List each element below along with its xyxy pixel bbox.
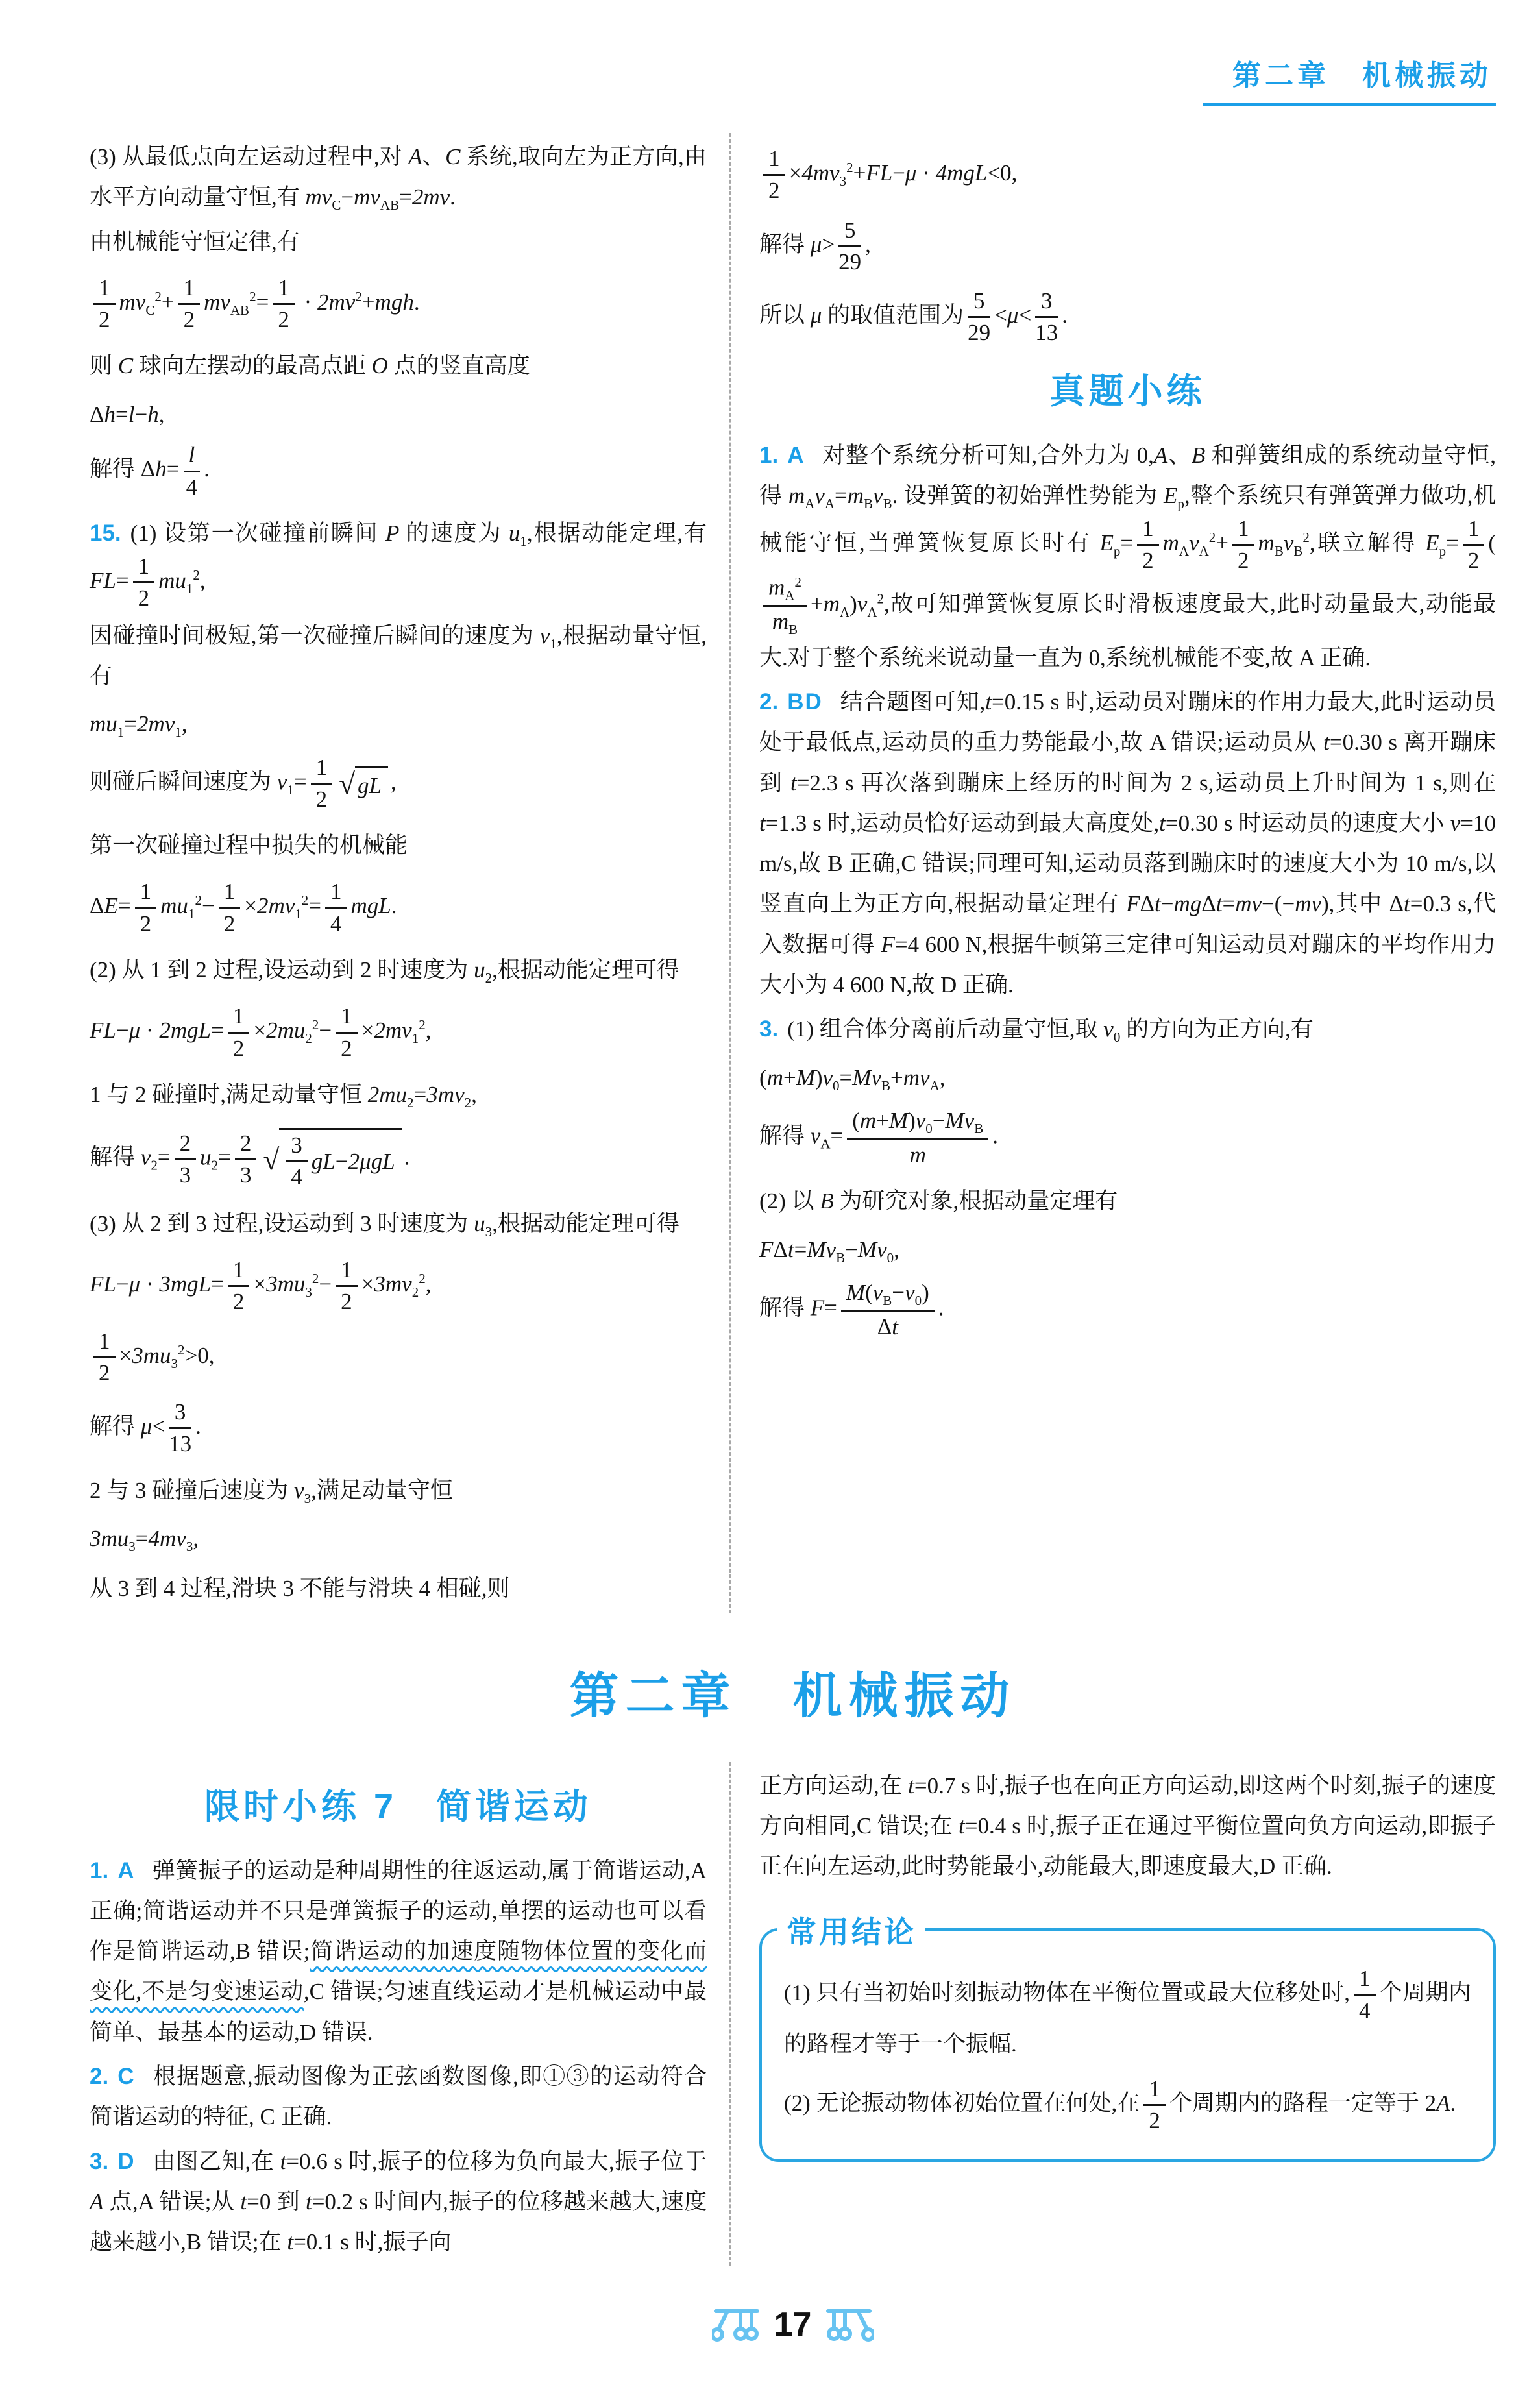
fraction: $\frac{(m+M)v_0-Mv_B}{m}$ (847, 1108, 988, 1168)
fraction: $\frac{1}{2}$ (273, 275, 295, 334)
answers-column-top-left (90, 133, 729, 1613)
paragraph: (2) 以 B 为研究对象,根据动量定理有 (759, 1188, 1118, 1214)
fraction: $\frac{1}{2}$ (219, 879, 241, 937)
question-number: 2. (90, 2063, 109, 2089)
top-section (90, 133, 1496, 1613)
fraction: $\frac{1}{2}$ (1143, 2076, 1166, 2135)
paragraph: 2. BD 结合题图可知,t=0.15 s 时,运动员对蹦床的作用力最大,此时运动员处于最低点,运动员的重力势能最小,故 A 错误;运动员从 t=0.30 s 离开蹦床到 t=2.3 s 再次落到蹦床上经历的时间为 2 s,运动员上升时间为 1 s,则在 t=1.3 s 时,运动员恰好运动到最大高度处,t=0.30 s 时运动员的速度大小 v=10 m/s,故 B 正确,C 错误;同理可知,运动员落到蹦床时的速度大小为 10 m/s,以竖直向上为正方向,根据动量定理有 FΔt−mgΔt=mv−(−mv),其中 Δt=0.3 s,代入数据可得 F=4 600 N,根据牛顿第三定律可知运动员对蹦床的平均作用力大小为 4 600 N,故 D 正确. (759, 689, 1496, 998)
paragraph: 1 与 2 碰撞时,满足动量守恒 $2mu_2=3mv_2$, (90, 1081, 477, 1110)
fraction: $\frac{M(v_B-v_0)}{\Delta t}$ (841, 1280, 935, 1340)
answer-letter: A (787, 442, 805, 468)
question-number: 3. (90, 2148, 109, 2174)
question-number: 2. (759, 689, 779, 715)
section-heading: 限时小练 7 简谐运动 (204, 1787, 593, 1826)
paragraph: 2 与 3 碰撞后速度为 $v_3$,满足动量守恒 (90, 1477, 453, 1506)
paragraph: 15. (1) 设第一次碰撞前瞬间 P 的速度为 $u_1$,根据动能定理,有 FL= $\frac{1}{2}$ $mu_1^2$, (90, 520, 707, 611)
fraction: $\frac{1}{2}$ (135, 879, 157, 937)
paragraph: 1. A 弹簧振子的运动是种周期性的往返运动,属于简谐运动,A 正确;简谐运动并不只是弹簧振子的运动,单摆的运动也可以看作是简谐运动,B 错误;简谐运动的加速度随物体位置的变化而变化,不是匀变速运动,C 错误;匀速直线运动才是机械运动中最简单、最基本的运动,D 错误. (90, 1857, 707, 2045)
fraction: $\frac{1}{2}$ (93, 1328, 116, 1387)
page-footer (90, 2266, 1496, 2387)
formula-line: $3mu_3=4mv_3$, (90, 1525, 199, 1554)
fraction: $\frac{1}{2}$ (336, 1003, 358, 1062)
paragraph: 2. C 根据题意,振动图像为正弦函数图像,即①③的运动符合简谐运动的特征, C 正确. (90, 2063, 707, 2130)
newton-cradle-right-icon (824, 2306, 874, 2344)
fraction: $\frac{1}{4}$ (325, 879, 347, 937)
bottom-section (90, 1762, 1496, 2267)
formula-line: 解得 $v_A=$ $\frac{(m+M)v_0-Mv_B}{m}$ . (759, 1107, 998, 1168)
formula-line: 所以 μ 的取值范围为 $\frac{5}{29}$ <μ< $\frac{3}{13}$ . (759, 288, 1068, 346)
paragraph: 由机械能守恒定律,有 (90, 228, 300, 254)
paragraph: 因碰撞时间极短,第一次碰撞后瞬间的速度为 $v_1$,根据动量守恒,有 (90, 622, 707, 689)
formula-line: 则碰后瞬间速度为 $v_1=$ $\frac{1}{2}$ √ gL , (90, 754, 397, 812)
fraction: $\frac{2}{3}$ (235, 1131, 257, 1189)
answers-column-bottom-left (90, 1762, 729, 2267)
question-number: 1. (759, 442, 779, 468)
formula-line: $\frac{1}{2}$ $\times 3mu_3^2>0$, (90, 1328, 707, 1387)
answer-letter: BD (787, 689, 823, 715)
square-root: √ $\frac{3}{4}$ gL − 2μgL (263, 1128, 401, 1191)
formula-line: $(m+M)v_0=Mv_B+mv_A$, (759, 1064, 946, 1094)
paragraph: 3. (1) 组合体分离前后动量守恒,取 $v_0$ 的方向为正方向,有 (759, 1016, 1314, 1046)
paragraph: (1) 只有当初始时刻振动物体在平衡位置或最大位移处时, $\frac{1}{4}$ 个周期内的路程才等于一个振幅. (784, 1966, 1471, 2057)
paragraph: (2) 无论振动物体初始位置在何处,在 $\frac{1}{2}$ 个周期内的路程一定等于 2A. (784, 2076, 1456, 2134)
fraction: $\frac{1}{2}$ (1463, 516, 1485, 574)
section-heading: 真题小练 (1049, 371, 1206, 411)
formula-line: 解得 $v_2=$ $\frac{2}{3}$ $u_2=$ $\frac{2}{3}$ √ $\frac{3}{4}$ gL − 2μgL . (90, 1128, 707, 1191)
fraction: $\frac{1}{2}$ (1137, 516, 1159, 574)
paragraph: 第一次碰撞过程中损失的机械能 (90, 833, 408, 859)
square-root: √ gL (339, 766, 388, 801)
key-conclusions-box (759, 1915, 1496, 2161)
paragraph: 则 C 球向左摆动的最高点距 O 点的竖直高度 (90, 353, 530, 379)
running-head (90, 52, 1496, 106)
wavy-underlined-text: 简谐运动的加速度随物体位置的变化而变化,不是匀变速运动 (90, 1939, 707, 2005)
chapter-title: 第二章 机械振动 (569, 1668, 1016, 1724)
formula-line: ΔE= $\frac{1}{2}$ $mu_1^2-$ $\frac{1}{2}$ $\times 2mv_1^2=$ $\frac{1}{4}$ mgL. (90, 879, 397, 936)
fraction: $\frac{2}{3}$ (175, 1131, 197, 1189)
fraction: $\frac{1}{2}$ (336, 1257, 358, 1316)
page-number: 17 (774, 2306, 812, 2344)
key-conclusions-box-label: 常用结论 (777, 1909, 925, 1952)
paragraph: 3. D 由图乙知,在 t=0.6 s 时,振子的位移为负向最大,振子位于 A 点,A 错误;从 t=0 到 t=0.2 s 时间内,振子的位移越来越大,速度越来越小,B 错误;在 t=0.1 s 时,振子向 (90, 2148, 707, 2255)
question-number: 15. (90, 520, 121, 546)
fraction: $\frac{1}{2}$ (228, 1257, 250, 1316)
paragraph: 1. A 对整个系统分析可知,合外力为 0,A、B 和弹簧组成的系统动量守恒,得 $m_Av_A=m_Bv_B$. 设弹簧的初始弹性势能为 $E_p$,整个系统只有弹簧弹力做功,机械能守恒,当弹簧恢复原长时有 $E_p=$ $\frac{1}{2}$ $m_Av_A^2+$ $\frac{1}{2}$ $m_Bv_B^2$,联立解得 $E_p=$ $\frac{1}{2}$ ( $\frac{m_A^2}{m_B}$ $+m_A)v_A^2$,故可知弹簧恢复原长时滑板速度最大,此时动量最大,动能最大.对于整个系统来说动量一直为 0,系统机械能不变,故 A 正确. (759, 442, 1496, 670)
question-number: 3. (759, 1016, 779, 1042)
key-conclusions-box-body (784, 1966, 1471, 2134)
answers-column-bottom-right (729, 1762, 1496, 2267)
formula-line: FL−μ · 2mgL= $\frac{1}{2}$ $\times 2mu_2^2-$ $\frac{1}{2}$ $\times 2mv_1^2$, (90, 1003, 432, 1061)
paragraph: (3) 从最低点向左运动过程中,对 A、C 系统,取向左为正方向,由水平方向动量守恒,有 $mv_C-mv_{AB}=2mv$. (90, 144, 707, 214)
formula-line: FL−μ · 3mgL= $\frac{1}{2}$ $\times 3mu_3^2-$ $\frac{1}{2}$ $\times 3mv_2^2$, (90, 1257, 432, 1315)
bottom-right-paragraphs (759, 1766, 1496, 1887)
fraction: $\frac{5}{29}$ (838, 217, 862, 275)
answer-letter: D (117, 2148, 136, 2174)
paragraph: 正方向运动,在 t=0.7 s 时,振子也在向正方向运动,即这两个时刻,振子的速度方向相同,C 错误;在 t=0.4 s 时,振子正在通过平衡位置向负方向运动,即振子正在向左运动,此时势能最小,动能最大,即速度最大,D 正确. (759, 1772, 1496, 1879)
formula-line: 解得 μ< $\frac{3}{13}$ . (90, 1399, 201, 1457)
answer-letter: A (117, 1857, 136, 1883)
fraction: $\frac{3}{13}$ (169, 1399, 192, 1457)
fraction: $\frac{3}{13}$ (1035, 288, 1058, 346)
formula-line: $mu_1=2mv_1$, (90, 711, 188, 741)
fraction: $\frac{1}{2}$ (93, 275, 116, 334)
paragraph: (3) 从 2 到 3 过程,设运动到 3 时速度为 $u_3$,根据动能定理可得 (90, 1210, 679, 1240)
fraction: $\frac{m_A^2}{m_B}$ (763, 574, 807, 638)
fraction: $\frac{1}{2}$ (763, 146, 785, 204)
fraction: $\frac{1}{4}$ (1354, 1966, 1376, 2024)
newton-cradle-left-icon (712, 2306, 761, 2344)
fraction: $\frac{l}{4}$ (184, 442, 201, 500)
fraction: $\frac{1}{2}$ (228, 1003, 250, 1062)
formula-line: 解得 F= $\frac{M(v_B-v_0)}{\Delta t}$ . (759, 1279, 944, 1340)
fraction: $\frac{1}{2}$ (133, 554, 155, 612)
paragraph: 从 3 到 4 过程,滑块 3 不能与滑块 4 相碰,则 (90, 1576, 510, 1602)
formula-line: 解得 Δh= $\frac{l}{4}$ . (90, 442, 210, 500)
answers-column-top-right (729, 133, 1496, 1613)
formula-line: $\frac{1}{2}$ $\times 4mv_3^2+FL-\mu \cdot 4mgL<0$, (759, 146, 1496, 204)
formula-line: 解得 μ> $\frac{5}{29}$ , (759, 217, 871, 275)
fraction: $\frac{3}{4}$ (286, 1132, 308, 1191)
formula-line: $F\Delta t=Mv_B-Mv_0$, (759, 1236, 899, 1266)
fraction: $\frac{1}{2}$ (311, 755, 333, 813)
fraction: $\frac{5}{29}$ (968, 288, 991, 346)
running-head-chapter-label: 第二章 机械振动 (1203, 52, 1496, 106)
fraction: $\frac{1}{2}$ (178, 275, 201, 334)
paragraph: (2) 从 1 到 2 过程,设运动到 2 时速度为 $u_2$,根据动能定理可得 (90, 957, 679, 986)
formula-line: Δh=l−h, (90, 401, 165, 427)
fraction: $\frac{1}{2}$ (1232, 516, 1254, 574)
question-number: 1. (90, 1857, 109, 1883)
formula-line: $\frac{1}{2}$ $mv_C^2+$ $\frac{1}{2}$ $mv_{AB}^2=$ $\frac{1}{2}$ · $2mv^2+mgh$. (90, 275, 707, 334)
answer-letter: C (117, 2063, 136, 2089)
